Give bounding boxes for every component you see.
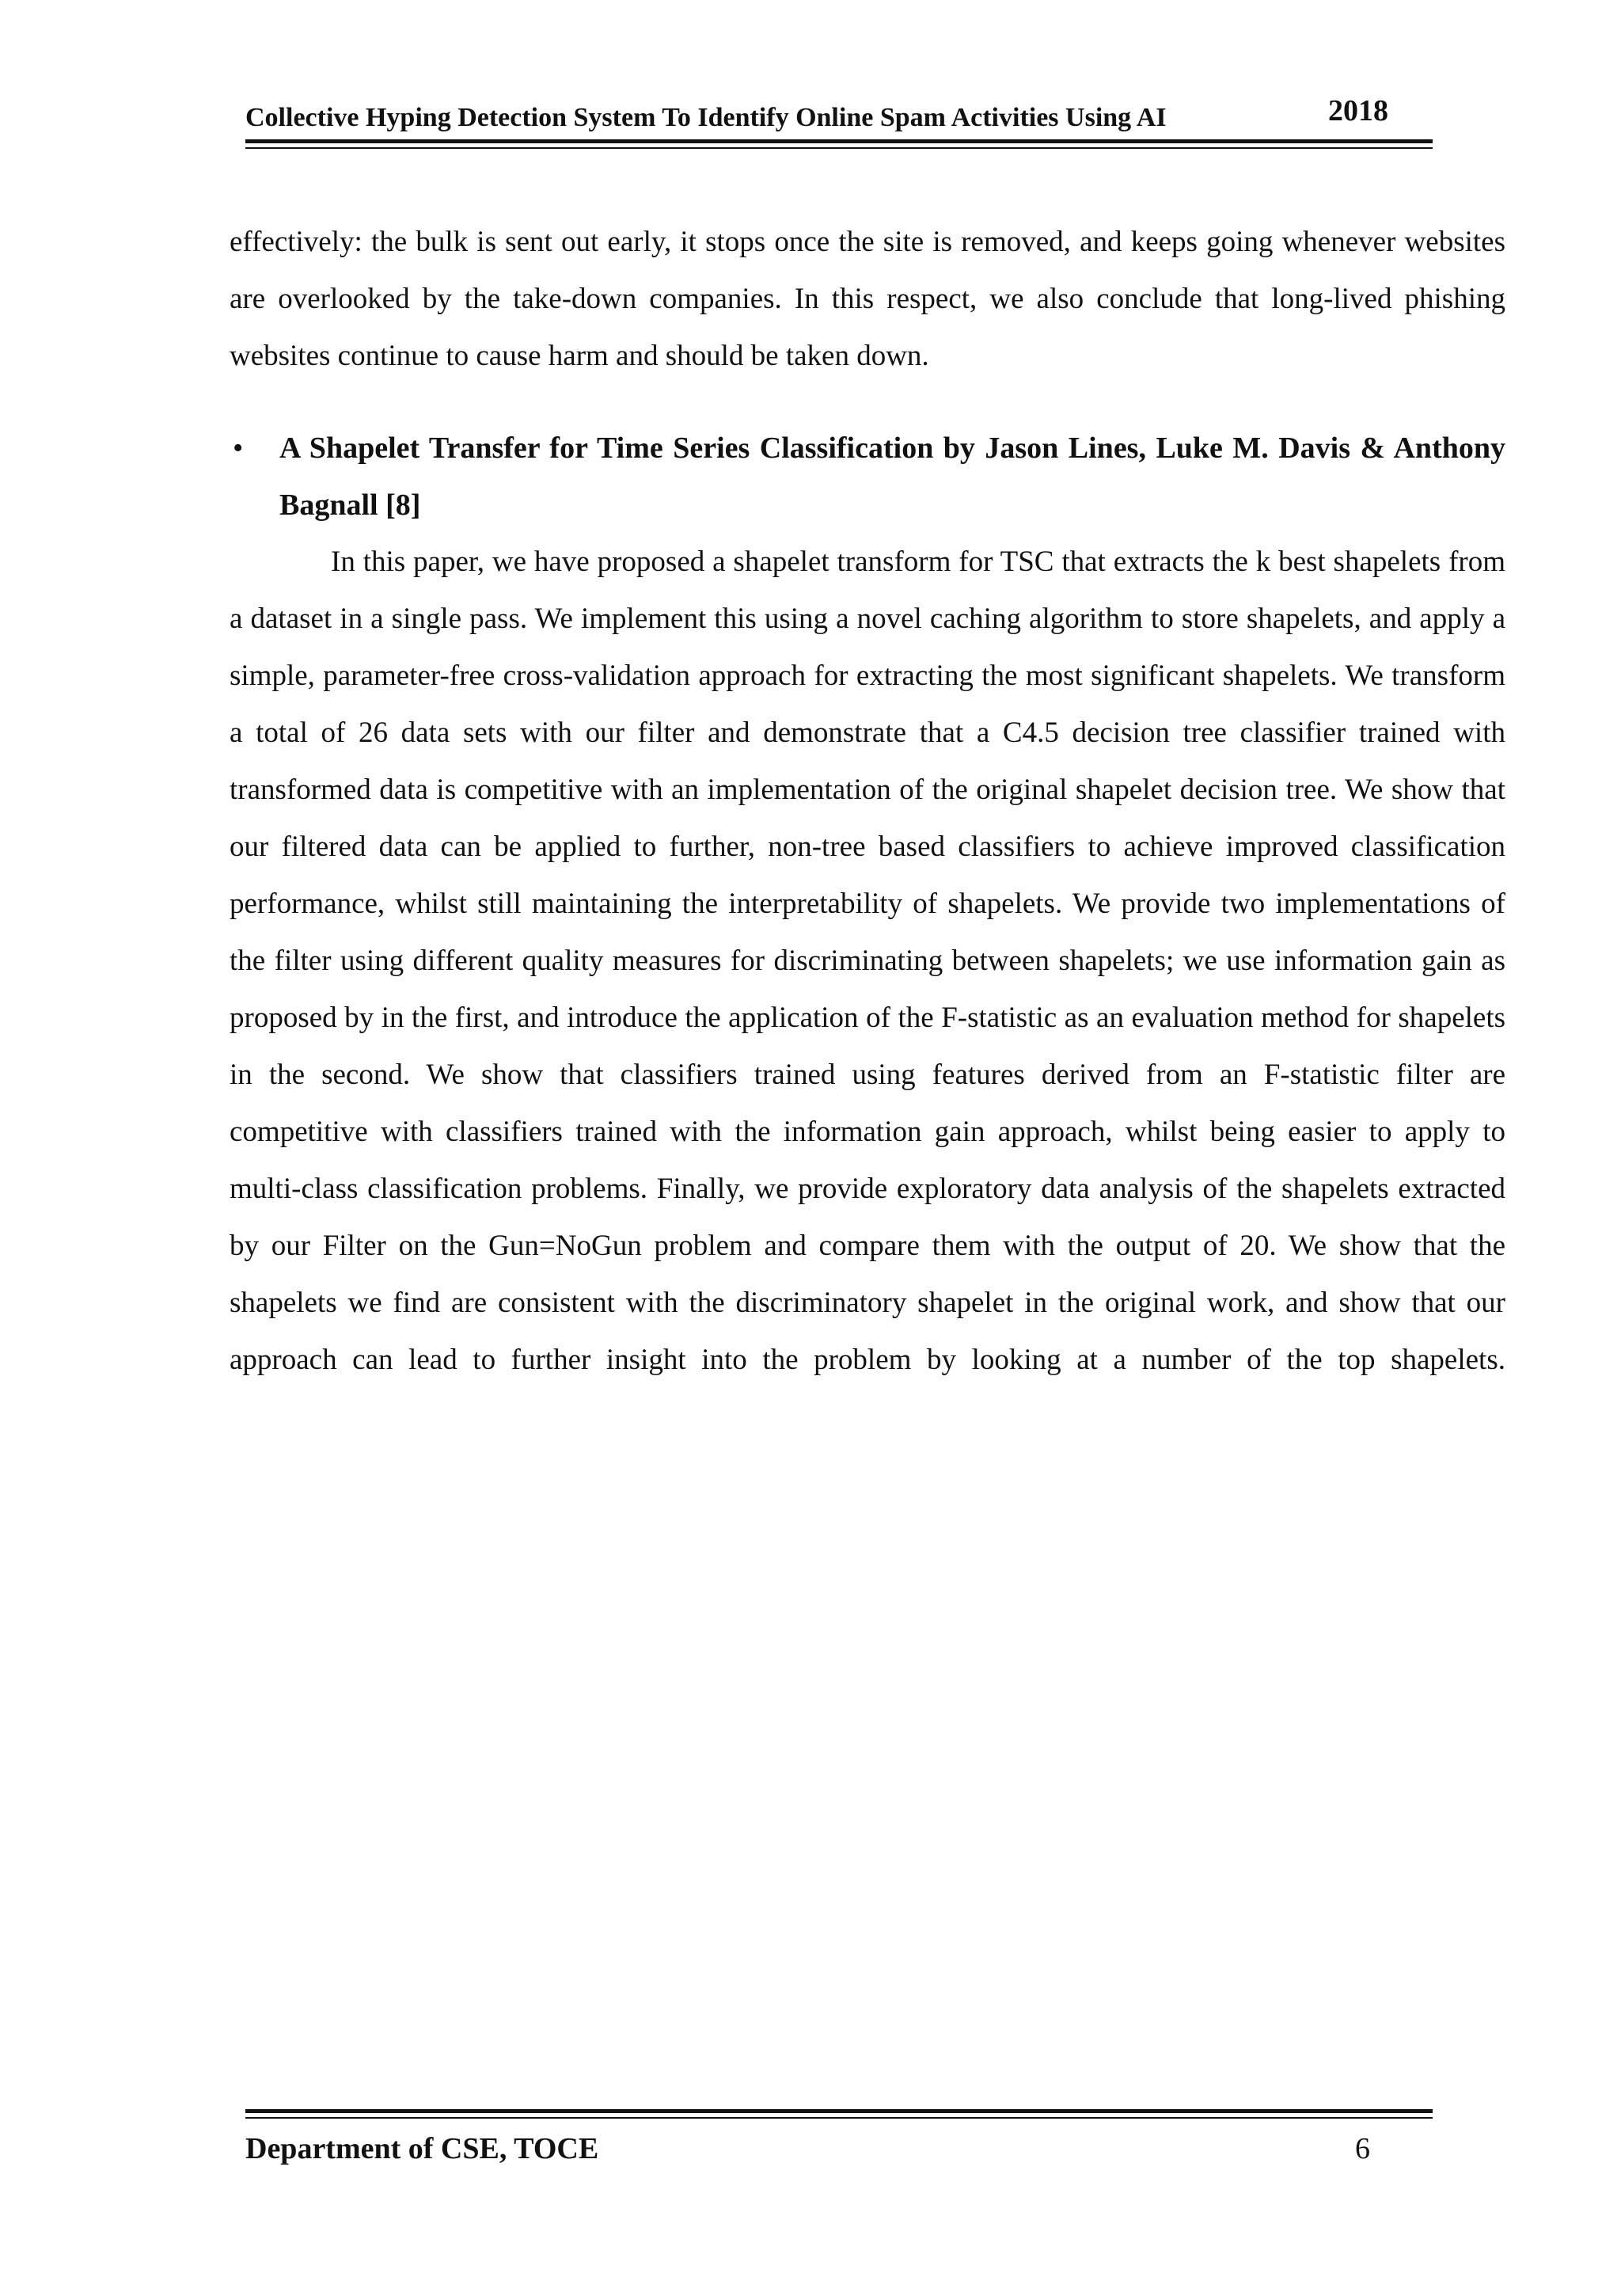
header-rule-thin <box>245 147 1433 149</box>
header-year: 2018 <box>1328 94 1388 127</box>
bullet-item <box>230 420 1505 534</box>
footer-rule-thin <box>245 2117 1433 2119</box>
page-body <box>230 214 1505 1389</box>
continuation-paragraph: effectively: the bulk is sent out early, it stops once the site is removed, and keeps going whenever websites are overlooked by the take-down companies. In this respect, we also conclude that long-lived phishing websites continue to cause harm and should be taken down. <box>230 226 1505 372</box>
summary-paragraph: In this paper, we have proposed a shapelet transform for TSC that extracts the k best shapelets from a dataset in a single pass. We implement this using a novel caching algorithm to store shapelets, and apply a simple, parameter-free cross-validation approach for extracting the most significant shapelets. We transform a total of 26 data sets with our filter and demonstrate that a C4.5 decision tree classifier trained with transformed data is competitive with an implementation of the original shapelet decision tree. We show that our filtered data can be applied to further, non-tree based classifiers to achieve improved classification performance, whilst still maintaining the interpretability of shapelets. We provide two implementations of the filter using different quality measures for discriminating between shapelets; we use information gain as proposed by in the first, and introduce the application of the F-statistic as an evaluation method for shapelets in the second. We show that classifiers trained using features derived from an F-statistic filter are competitive with classifiers trained with the information gain approach, whilst being easier to apply to multi-class classification problems. Finally, we provide exploratory data analysis of the shapelets extracted by our Filter on the Gun=NoGun problem and compare them with the output of 20. We show that the shapelets we find are consistent with the discriminatory shapelet in the original work, and show that our approach can lead to further insight into the problem by looking at a number of the top shapelets. <box>230 545 1505 1376</box>
header-rule-thick <box>245 139 1433 143</box>
footer-page-number: 6 <box>1355 2132 1370 2165</box>
footer-rule-thick <box>245 2109 1433 2113</box>
footer-department: Department of CSE, TOCE <box>245 2132 599 2165</box>
bullet-marker: • <box>233 431 244 465</box>
header-title: Collective Hyping Detection System To Identify Online Spam Activities Using AI <box>245 103 1167 132</box>
bullet-heading: A Shapelet Transfer for Time Series Classification by Jason Lines, Luke M. Davis & Anthony Bagnall [8] <box>279 431 1505 522</box>
